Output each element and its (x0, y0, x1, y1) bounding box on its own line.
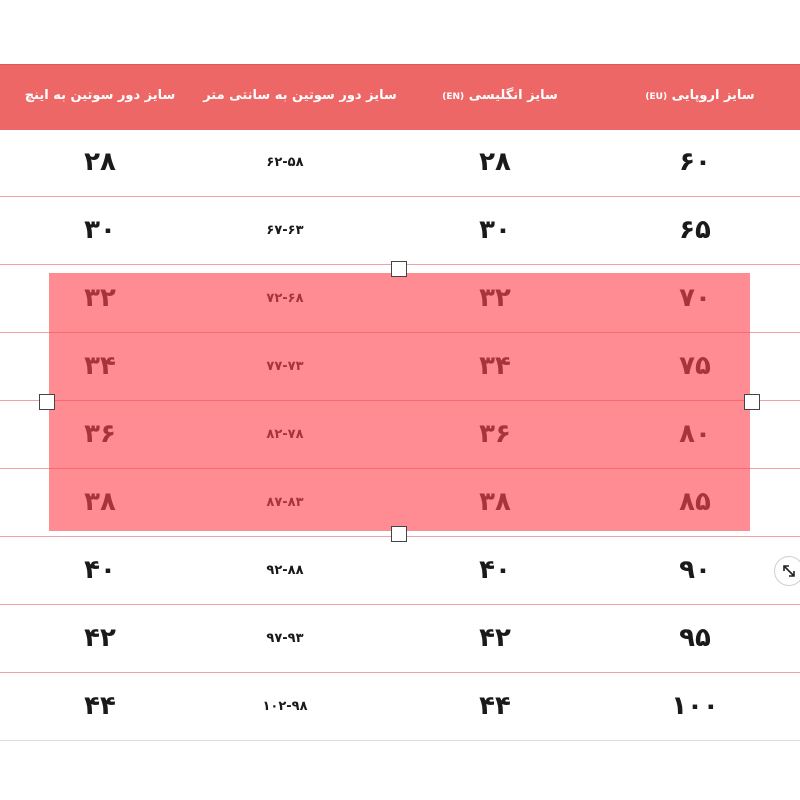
cell-cm: ۱۰۲-۹۸ (262, 699, 308, 714)
header-en (400, 65, 600, 130)
header-inch (0, 65, 200, 130)
table-row (0, 673, 800, 741)
cell-en: ۴۰ (479, 555, 511, 585)
selection-handle-top[interactable] (391, 261, 407, 277)
cell-en: ۴۴ (479, 691, 511, 721)
cell-en: ۴۲ (479, 623, 511, 653)
cell-eu: ۶۰ (679, 147, 711, 177)
cell-en: ۳۰ (479, 215, 511, 245)
cell-cm: ۶۲-۵۸ (266, 155, 304, 170)
cell-eu: ۹۵ (679, 623, 711, 653)
table-header (0, 64, 800, 130)
header-eu-label: سایز اروپایی (671, 88, 755, 103)
header-eu (600, 65, 800, 130)
cell-eu: ۶۵ (679, 215, 711, 245)
diagonal-resize-icon (780, 562, 798, 580)
cell-eu: ۹۰ (679, 555, 711, 585)
cell-eu: ۱۰۰ (671, 691, 719, 721)
selection-handle-left[interactable] (39, 394, 55, 410)
cell-inch: ۲۸ (84, 147, 116, 177)
cell-inch: ۴۰ (84, 555, 116, 585)
table-row (0, 605, 800, 673)
cell-en: ۲۸ (479, 147, 511, 177)
size-chart-table (0, 64, 800, 721)
table-row (0, 129, 800, 197)
cell-inch: ۴۲ (84, 623, 116, 653)
header-eu-tag: (EU) (645, 92, 668, 102)
table-row (0, 197, 800, 265)
selection-handle-right[interactable] (744, 394, 760, 410)
header-en-tag: (EN) (442, 92, 465, 102)
cell-cm: ۹۷-۹۳ (266, 631, 304, 646)
table-row (0, 537, 800, 605)
resize-button[interactable] (774, 556, 800, 586)
header-en-label: سایز انگلیسی (468, 88, 558, 103)
cell-cm: ۹۲-۸۸ (266, 563, 304, 578)
cell-inch: ۴۴ (84, 691, 116, 721)
header-cm (190, 65, 410, 130)
selection-handle-bottom[interactable] (391, 526, 407, 542)
cell-inch: ۳۰ (84, 215, 116, 245)
cell-cm: ۶۷-۶۳ (266, 223, 304, 238)
selection-overlay[interactable] (49, 273, 750, 531)
header-inch-label: سایز دور سوتین به اینچ (24, 88, 176, 103)
header-cm-label: سایز دور سوتین به سانتی متر (203, 88, 397, 103)
